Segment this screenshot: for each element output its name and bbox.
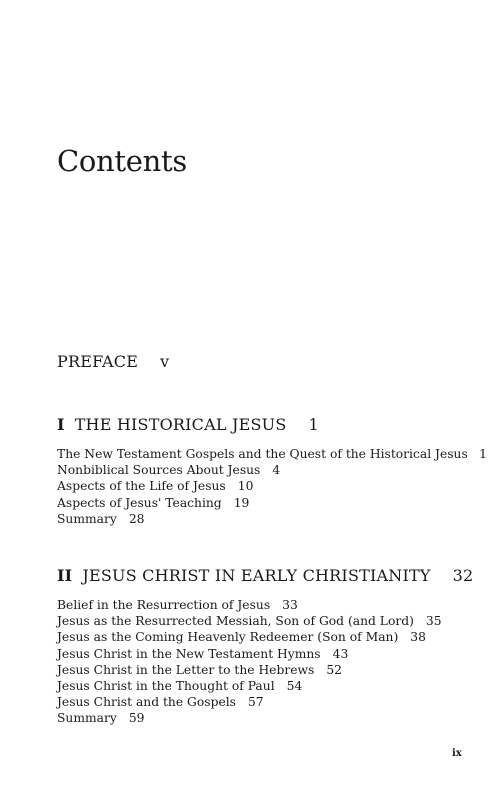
toc-entry-title: Nonbiblical Sources About Jesus <box>57 463 261 478</box>
toc-entry <box>57 511 487 527</box>
toc-entry-page: 57 <box>247 695 264 710</box>
part-1-title: THE HISTORICAL JESUS <box>74 415 287 434</box>
preface-label: PREFACE <box>57 352 139 371</box>
toc-entry <box>57 629 487 645</box>
part-2-title: JESUS CHRIST IN EARLY CHRISTIANITY <box>82 566 431 585</box>
toc-entry-page: 33 <box>282 598 298 612</box>
preface-page: v <box>160 352 170 371</box>
toc-entry-page: 35 <box>425 614 442 629</box>
toc-entry-page: 54 <box>286 679 303 694</box>
toc-entry-page: 59 <box>128 711 145 726</box>
toc-entry-title: Aspects of the Life of Jesus <box>57 479 226 494</box>
page-number: ix <box>452 748 462 759</box>
toc-entry-title: Belief in the Resurrection of Jesus <box>57 598 271 612</box>
toc-entry <box>57 446 487 462</box>
toc-entry-title: Summary <box>57 511 117 526</box>
toc-entry <box>57 613 487 629</box>
part-2-page: 32 <box>452 566 474 585</box>
preface-heading <box>57 352 169 371</box>
toc-entry <box>57 710 487 726</box>
toc-entry-title: Jesus Christ and the Gospels <box>57 695 236 710</box>
toc-entry <box>57 662 487 678</box>
part-1-numeral: I <box>57 415 65 434</box>
toc-entry <box>57 678 487 694</box>
toc-entry-page: 19 <box>233 495 250 510</box>
toc-entry-title: The New Testament Gospels and the Quest of the Historical Jesus <box>57 447 468 461</box>
part-2-heading <box>57 566 473 585</box>
page-title: Contents <box>57 144 187 178</box>
toc-entry-title: Jesus as the Resurrected Messiah, Son of God (and Lord) <box>57 614 414 629</box>
toc-entry-page: 52 <box>326 662 342 677</box>
toc-entry-title: Jesus Christ in the Letter to the Hebrews <box>57 662 315 677</box>
toc-entry <box>57 646 487 662</box>
toc-entry-page: 1 <box>479 447 487 461</box>
toc-entry-title: Jesus Christ in the Thought of Paul <box>57 679 275 694</box>
toc-entry <box>57 478 487 494</box>
toc-entry-page: 4 <box>272 463 281 478</box>
part-1-entries <box>57 446 487 527</box>
part-2-entries <box>57 597 487 727</box>
part-2-numeral: II <box>57 566 73 585</box>
toc-entry-title: Aspects of Jesus' Teaching <box>57 495 222 510</box>
toc-entry-title: Summary <box>57 711 117 726</box>
toc-entry-title: Jesus Christ in the New Testament Hymns <box>57 646 321 661</box>
toc-entry <box>57 462 487 478</box>
toc-entry-page: 10 <box>237 479 254 494</box>
toc-entry-page: 38 <box>410 630 426 645</box>
toc-entry <box>57 694 487 710</box>
toc-entry-title: Jesus as the Coming Heavenly Redeemer (Son of Man) <box>57 630 399 645</box>
toc-entry <box>57 495 487 511</box>
toc-entry <box>57 597 487 613</box>
toc-entry-page: 28 <box>128 511 145 526</box>
part-1-page: 1 <box>308 415 319 434</box>
toc-entry-page: 43 <box>332 646 349 661</box>
part-1-heading <box>57 415 319 434</box>
